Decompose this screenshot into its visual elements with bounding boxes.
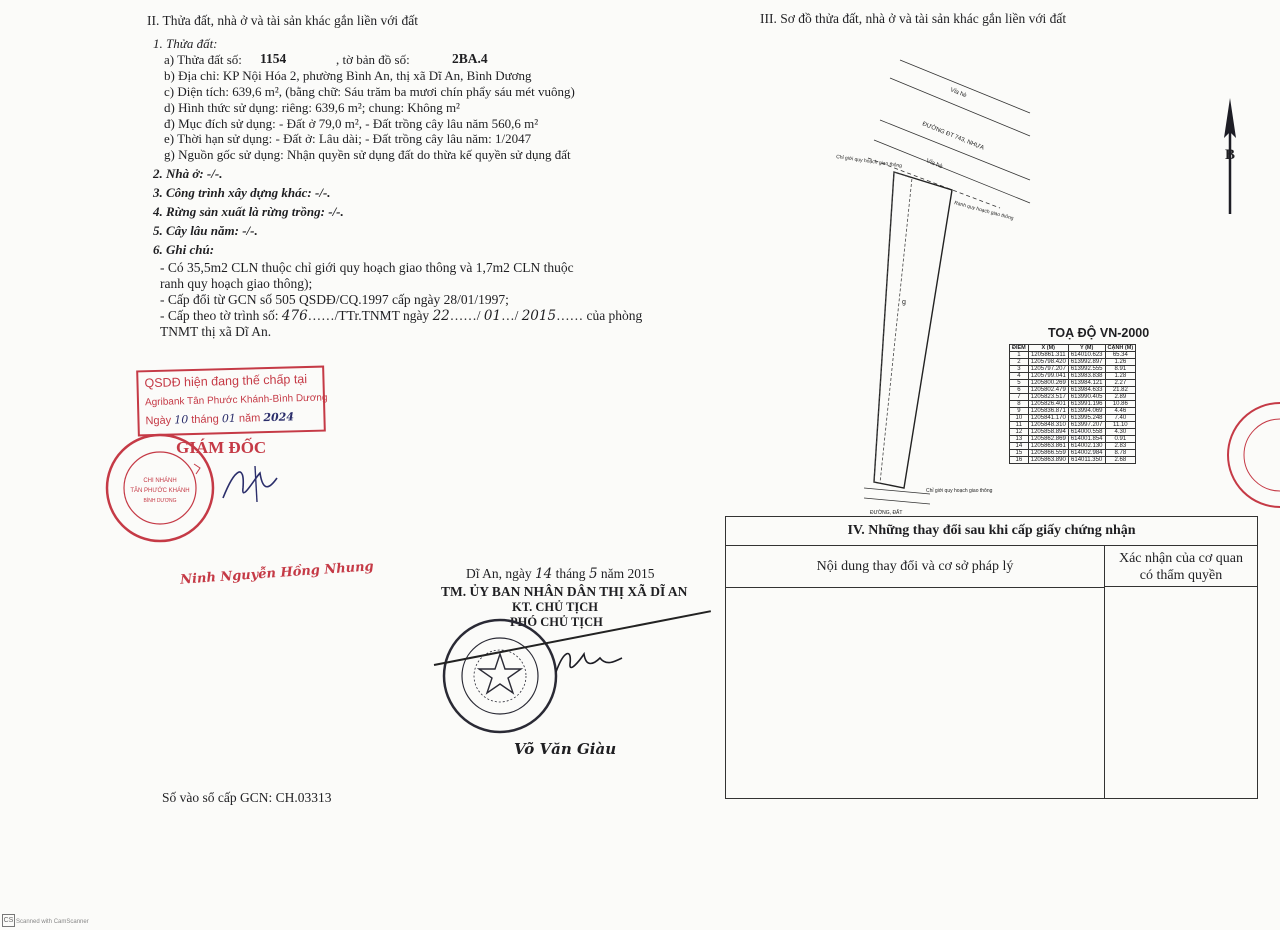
- coord-table-cell: 8: [1010, 401, 1029, 408]
- coord-table-row: [1010, 436, 1136, 443]
- coord-table-cell: 613997.207: [1068, 422, 1105, 429]
- coord-table-cell: 613984.121: [1068, 380, 1105, 387]
- coord-table-row: [1010, 394, 1136, 401]
- road-label-sidewalk-top: Vỉa hè: [949, 87, 968, 100]
- coord-table-cell: 1205802.479: [1028, 387, 1068, 394]
- map-sheet-number: 2BA.4: [452, 51, 488, 66]
- coord-table-row: [1010, 457, 1136, 464]
- coord-table-cell: 613990.405: [1068, 394, 1105, 401]
- coord-table-cell: 1205836.871: [1028, 408, 1068, 415]
- coord-table-cell: 2.68: [1105, 457, 1136, 464]
- note-3: - Cấp theo tờ trình số: 476……/TTr.TNMT ngày 22……/ 01…/ 2015…… của phòng: [160, 308, 643, 324]
- coord-table-cell: 8.91: [1105, 366, 1136, 373]
- mortgage-stamp-line1: QSDĐ hiện đang thế chấp tại: [144, 372, 308, 391]
- coord-table-cell: 613983.838: [1068, 373, 1105, 380]
- coord-table-header-cell: CẠNH (M): [1105, 345, 1136, 352]
- coord-table-title: TOẠ ĐỘ VN-2000: [1048, 326, 1150, 340]
- coord-table-row: [1010, 450, 1136, 457]
- handwritten-year: 2015: [521, 308, 557, 324]
- coord-table-cell: 1205798.420: [1028, 359, 1068, 366]
- coord-table-row: [1010, 352, 1136, 359]
- coord-table-cell: 2: [1010, 359, 1029, 366]
- road-label-dt743: ĐƯỜNG ĐT 743, NHỰA: [921, 121, 985, 152]
- note-1: - Có 35,5m2 CLN thuộc chỉ giới quy hoạch giao thông và 1,7m2 CLN thuộc: [160, 260, 574, 275]
- coord-table-cell: 14: [1010, 443, 1029, 450]
- coord-table-cell: 21.82: [1105, 387, 1136, 394]
- parcel-letter: g: [902, 299, 906, 306]
- label-traffic-boundary: Chỉ giới quy hoạch giao thông: [835, 154, 903, 170]
- coord-table-cell: 2.27: [1105, 380, 1136, 387]
- coord-table-cell: 1205848.310: [1028, 422, 1068, 429]
- handwritten-doc-number: 476: [281, 308, 308, 324]
- area: c) Diện tích: 639,6 m², (bằng chữ: Sáu trăm ba mươi chín phẩy sáu mét vuông): [164, 84, 575, 99]
- coord-table-cell: 614011.350: [1068, 457, 1105, 464]
- coord-table-cell: 613995.248: [1068, 415, 1105, 422]
- item-6-notes-title: 6. Ghi chú:: [153, 242, 215, 257]
- ubnd-round-seal: [440, 616, 560, 736]
- coord-table-cell: 4.46: [1105, 408, 1136, 415]
- coord-table-cell: 614001.854: [1068, 436, 1105, 443]
- north-label: B: [1225, 147, 1236, 163]
- note-2: - Cấp đổi từ GCN số 505 QSDĐ/CQ.1997 cấp ngày 28/01/1997;: [160, 292, 509, 307]
- coord-table-cell: 8.78: [1105, 450, 1136, 457]
- section-2-heading: II. Thửa đất, nhà ở và tài sản khác gắn liền với đất: [147, 13, 419, 28]
- coord-table-row: [1010, 422, 1136, 429]
- coord-table-cell: 12: [1010, 429, 1029, 436]
- coord-table-cell: 1205863.861: [1028, 443, 1068, 450]
- coord-table: [1009, 344, 1136, 464]
- section-3-heading: III. Sơ đồ thửa đất, nhà ở và tài sản khác gắn liền với đất: [760, 11, 1067, 26]
- coord-table-cell: 613992.897: [1068, 359, 1105, 366]
- coord-table-cell: 7.40: [1105, 415, 1136, 422]
- item-4-forest: 4. Rừng sản xuất là rừng trồng: -/-.: [153, 204, 344, 219]
- coord-table-cell: 614010.623: [1068, 352, 1105, 359]
- usage-purpose: đ) Mục đích sử dụng: - Đất ở 79,0 m², - Đất trồng cây lâu năm 560,6 m²: [164, 116, 539, 131]
- changes-table-body: [726, 588, 1257, 798]
- seal-center-2: TÂN PHƯỚC KHÁNH: [130, 488, 190, 494]
- label-bottom-road: ĐƯỜNG, ĐẤT: [870, 510, 903, 516]
- sign-role-1: KT. CHỦ TỊCH: [512, 600, 599, 614]
- coord-table-cell: 6: [1010, 387, 1029, 394]
- coord-table-cell: 0.91: [1105, 436, 1136, 443]
- coord-table-cell: 1205841.170: [1028, 415, 1068, 422]
- ubnd-signature: [550, 640, 630, 680]
- coord-table-cell: 2.89: [1105, 394, 1136, 401]
- coord-table-cell: 613991.196: [1068, 401, 1105, 408]
- coord-table-cell: 1.26: [1105, 359, 1136, 366]
- usage-form: d) Hình thức sử dụng: riêng: 639,6 m²; chung: Không m²: [164, 100, 460, 115]
- changes-col-confirmation: Xác nhận của cơ quan có thẩm quyền: [1105, 546, 1257, 587]
- handwritten-day: 22: [432, 308, 450, 324]
- coord-table-cell: 11.10: [1105, 422, 1136, 429]
- bank-director-title: GIÁM ĐỐC: [176, 438, 267, 457]
- parcel-number-label: a) Thửa đất số:: [164, 52, 242, 67]
- address: b) Địa chỉ: KP Nội Hóa 2, phường Bình An, thị xã Dĩ An, Bình Dương: [164, 68, 532, 83]
- coord-table-cell: 10.86: [1105, 401, 1136, 408]
- coord-table-cell: 1.28: [1105, 373, 1136, 380]
- coord-table-row: [1010, 401, 1136, 408]
- parcel-number: 1154: [260, 51, 287, 66]
- coord-table-cell: 1: [1010, 352, 1029, 359]
- registry-number: Số vào sổ cấp GCN: CH.03313: [162, 790, 332, 805]
- coord-table-row: [1010, 366, 1136, 373]
- coord-table-cell: 5: [1010, 380, 1029, 387]
- coord-table-row: [1010, 387, 1136, 394]
- coord-table-cell: 1205799.041: [1028, 373, 1068, 380]
- coord-table-row: [1010, 415, 1136, 422]
- coord-table-row: [1010, 380, 1136, 387]
- coord-table-cell: 16: [1010, 457, 1029, 464]
- item-2-house: 2. Nhà ở: -/-.: [153, 166, 223, 181]
- coord-table-cell: 1205861.311: [1028, 352, 1068, 359]
- camscanner-logo-icon: CS: [2, 914, 15, 927]
- coord-table-cell: 1205800.269: [1028, 380, 1068, 387]
- coord-table-cell: 1205858.894: [1028, 429, 1068, 436]
- note-1-cont: ranh quy hoạch giao thông);: [160, 276, 313, 291]
- coord-table-cell: 1205862.869: [1028, 436, 1068, 443]
- coord-table-cell: 614000.558: [1068, 429, 1105, 436]
- coord-table-cell: 9: [1010, 408, 1029, 415]
- coord-table-cell: 4.30: [1105, 429, 1136, 436]
- changes-col-content: Nội dung thay đổi và cơ sở pháp lý: [726, 546, 1105, 588]
- coord-table-cell: 614002.130: [1068, 443, 1105, 450]
- coord-table-header-cell: Y (M): [1068, 345, 1105, 352]
- coord-table-cell: 65.34: [1105, 352, 1136, 359]
- right-edge-seal: [1222, 400, 1280, 510]
- coord-table-cell: 3: [1010, 366, 1029, 373]
- item-1-title: 1. Thửa đất:: [153, 36, 218, 51]
- camscanner-label: Scanned with CamScanner: [16, 919, 89, 925]
- coord-table-row: [1010, 359, 1136, 366]
- coord-table-cell: 1205823.517: [1028, 394, 1068, 401]
- usage-term: e) Thời hạn sử dụng: - Đất ở: Lâu dài; - Đất trồng cây lâu năm: 1/2047: [164, 131, 532, 146]
- bank-signature: [215, 458, 285, 508]
- seal-center-3: BÌNH DƯƠNG: [143, 498, 177, 504]
- coord-table-cell: 13: [1010, 436, 1029, 443]
- item-5-perennial: 5. Cây lâu năm: -/-.: [153, 223, 258, 238]
- map-sheet-label: , tờ bản đồ số:: [336, 52, 410, 67]
- mortgage-stamp-date: Ngày 10 tháng 01 năm 2024: [145, 410, 295, 428]
- sign-role-2: PHÓ CHỦ TỊCH: [510, 615, 603, 629]
- coord-table-cell: 1205863.890: [1028, 457, 1068, 464]
- coord-table-cell: 613994.069: [1068, 408, 1105, 415]
- note-4: TNMT thị xã Dĩ An.: [160, 324, 272, 339]
- coord-table-cell: 613984.633: [1068, 387, 1105, 394]
- coord-table-row: [1010, 443, 1136, 450]
- coord-table-cell: 1205826.401: [1028, 401, 1068, 408]
- coord-table-cell: 10: [1010, 415, 1029, 422]
- coord-table-row: [1010, 373, 1136, 380]
- mortgage-stamp: [136, 366, 326, 437]
- label-bottom-boundary: Chỉ giới quy hoạch giao thông: [926, 488, 993, 494]
- coord-table-header-cell: X (M): [1028, 345, 1068, 352]
- section-4-heading: IV. Những thay đổi sau khi cấp giấy chứng nhận: [726, 517, 1257, 546]
- sign-date: Dĩ An, ngày 14 tháng 5 năm 2015: [466, 566, 655, 582]
- label-traffic-limit: Ranh quy hoạch giao thông: [953, 200, 1015, 222]
- changes-table: [725, 516, 1258, 799]
- coord-table-cell: 11: [1010, 422, 1029, 429]
- road-label-sidewalk-bottom: Vỉa hè: [925, 158, 944, 171]
- mortgage-stamp-line2: Agribank Tân Phước Khánh-Bình Dương: [144, 392, 328, 409]
- coord-table-header: [1010, 345, 1136, 352]
- seal-center-1: CHI NHÁNH: [143, 478, 177, 484]
- coord-table-cell: 1205866.559: [1028, 450, 1068, 457]
- coord-table-wrap: [1009, 344, 1136, 464]
- coord-table-cell: 613992.555: [1068, 366, 1105, 373]
- coord-table-cell: 15: [1010, 450, 1029, 457]
- coord-table-cell: 1205797.207: [1028, 366, 1068, 373]
- coord-table-cell: 614002.984: [1068, 450, 1105, 457]
- coord-table-cell: 7: [1010, 394, 1029, 401]
- usage-origin: g) Nguồn gốc sử dụng: Nhận quyền sử dụng đất do thừa kế quyền sử dụng đất: [164, 147, 571, 162]
- coord-table-cell: 4: [1010, 373, 1029, 380]
- handwritten-month: 01: [483, 308, 502, 324]
- coord-table-header-cell: ĐIỂM: [1010, 345, 1029, 352]
- sign-org: TM. ỦY BAN NHÂN DÂN THỊ XÃ DĨ AN: [441, 584, 688, 599]
- coord-table-row: [1010, 408, 1136, 415]
- coord-table-cell: 2.83: [1105, 443, 1136, 450]
- ubnd-signer-name: Võ Văn Giàu: [514, 740, 617, 758]
- coord-table-row: [1010, 429, 1136, 436]
- item-3-construction: 3. Công trình xây dựng khác: -/-.: [153, 185, 331, 200]
- bank-signer-name: Ninh Nguyễn Hồng Nhung: [179, 559, 375, 588]
